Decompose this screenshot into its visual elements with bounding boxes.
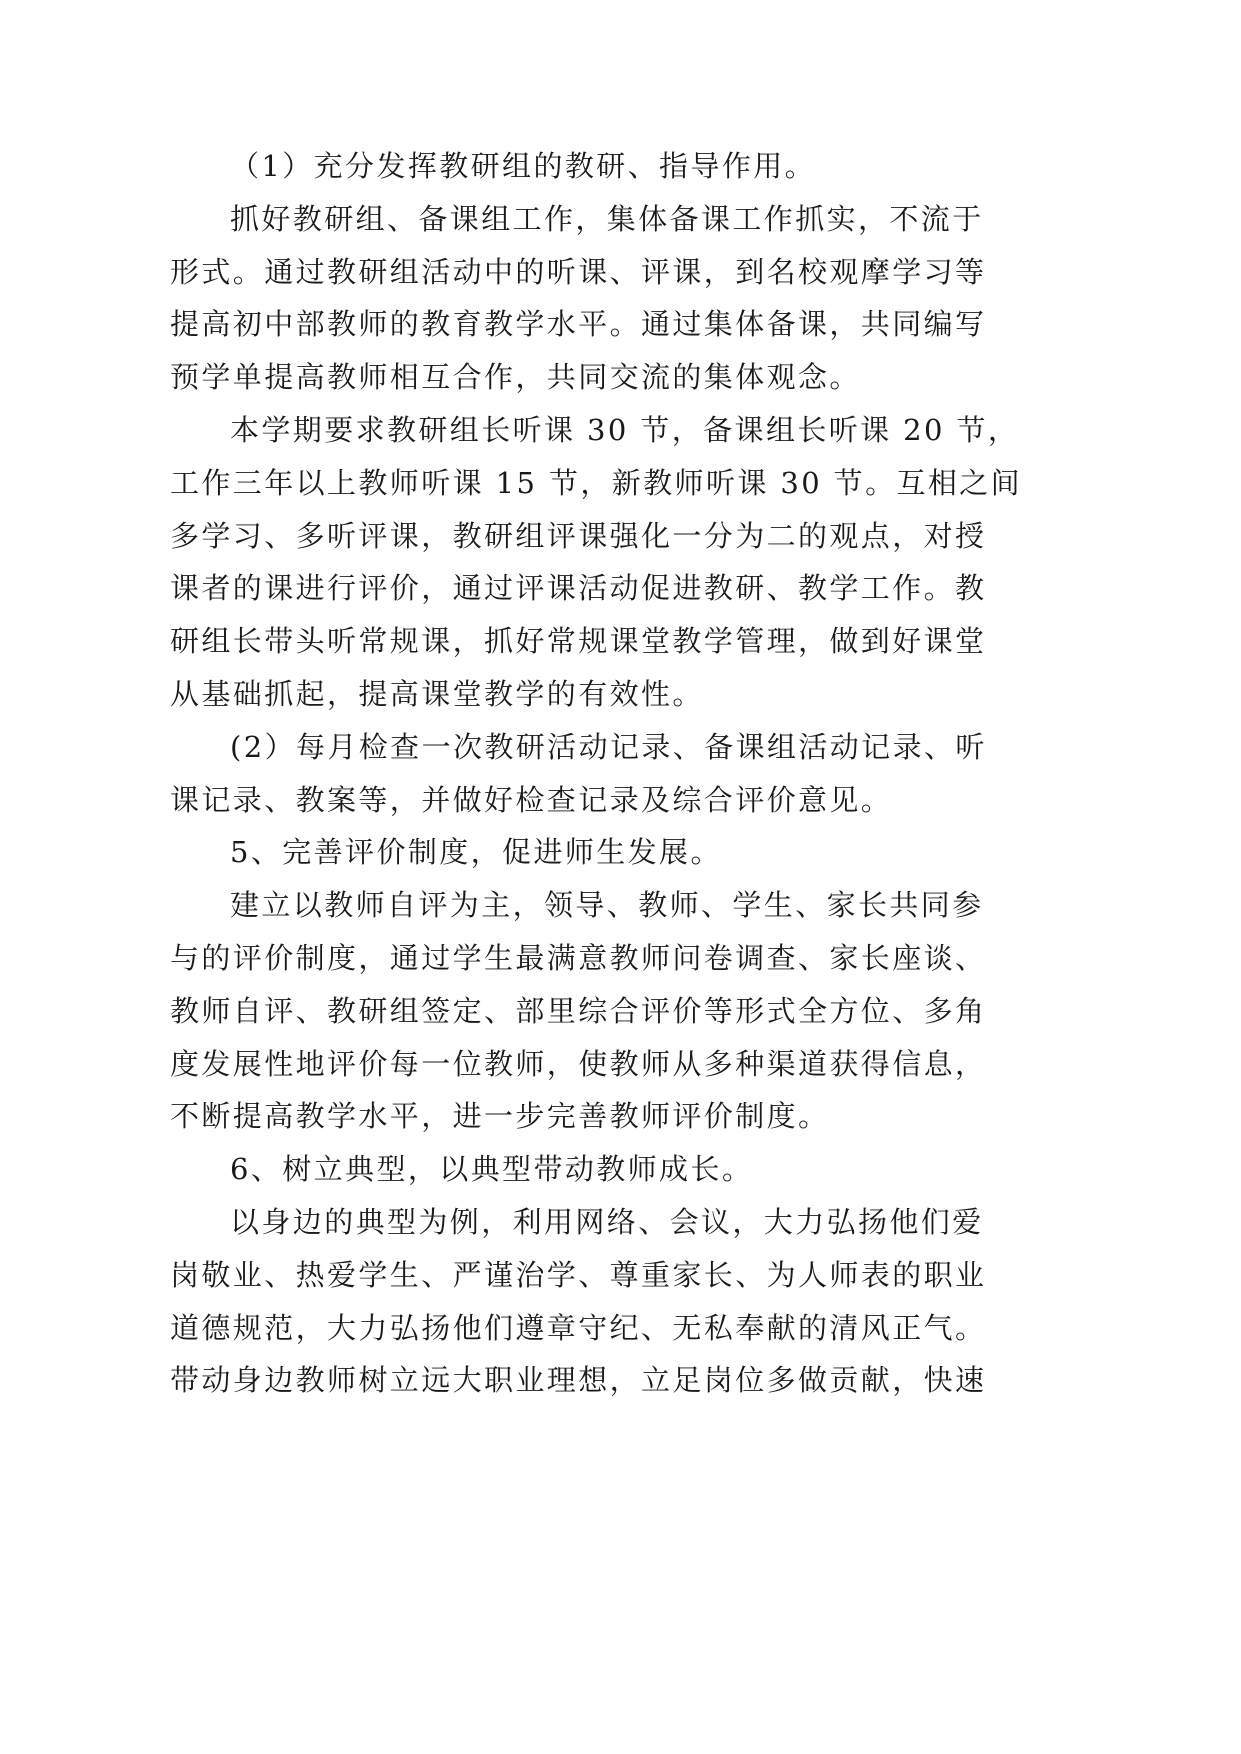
text-line: 带动身边教师树立远大职业理想，立足岗位多做贡献，快速 bbox=[170, 1363, 987, 1398]
text-line: 课者的课进行评价，通过评课活动促进教研、教学工作。教 bbox=[170, 571, 987, 606]
text-line: 岗敬业、热爱学生、严谨治学、尊重家长、为人师表的职业 bbox=[170, 1257, 987, 1292]
text-line: 5、完善评价制度，促进师生发展。 bbox=[230, 835, 722, 870]
text-line: 不断提高教学水平，进一步完善教师评价制度。 bbox=[170, 1099, 830, 1134]
text-line: 研组长带头听常规课，抓好常规课堂教学管理，做到好课堂 bbox=[170, 624, 987, 659]
text-line: 与的评价制度，通过学生最满意教师问卷调查、家长座谈、 bbox=[170, 940, 987, 975]
text-line: 道德规范，大力弘扬他们遵章守纪、无私奉献的清风正气。 bbox=[170, 1310, 987, 1345]
text-line: 多学习、多听评课，教研组评课强化一分为二的观点，对授 bbox=[170, 518, 987, 553]
text-line: 度发展性地评价每一位教师，使教师从多种渠道获得信息， bbox=[170, 1046, 987, 1081]
text-line: 预学单提高教师相互合作，共同交流的集体观念。 bbox=[170, 360, 861, 395]
text-line: （1）充分发挥教研组的教研、指导作用。 bbox=[230, 149, 817, 183]
text-line: 课记录、教案等，并做好检查记录及综合评价意见。 bbox=[170, 782, 893, 817]
text-line: 教师自评、教研组签定、部里综合评价等形式全方位、多角 bbox=[170, 993, 987, 1028]
text-line: 提高初中部教师的教育教学水平。通过集体备课，共同编写 bbox=[170, 307, 987, 342]
document-body bbox=[170, 140, 1023, 1407]
text-line: 工作三年以上教师听课 15 节，新教师听课 30 节。互相之间 bbox=[170, 465, 1023, 500]
text-line: 6、树立典型，以典型带动教师成长。 bbox=[230, 1152, 754, 1187]
text-line: 抓好教研组、备课组工作，集体备课工作抓实，不流于 bbox=[230, 201, 984, 236]
text-line: 建立以教师自评为主，领导、教师、学生、家长共同参 bbox=[230, 888, 984, 923]
text-line: 从基础抓起，提高课堂教学的有效性。 bbox=[170, 676, 704, 711]
text-line: 本学期要求教研组长听课 30 节，备课组长听课 20 节， bbox=[230, 412, 1020, 447]
text-line: 以身边的典型为例，利用网络、会议，大力弘扬他们爱 bbox=[230, 1204, 984, 1239]
text-line: 形式。通过教研组活动中的听课、评课，到名校观摩学习等 bbox=[170, 254, 987, 289]
text-line: (2）每月检查一次教研活动记录、备课组活动记录、听 bbox=[230, 729, 987, 764]
